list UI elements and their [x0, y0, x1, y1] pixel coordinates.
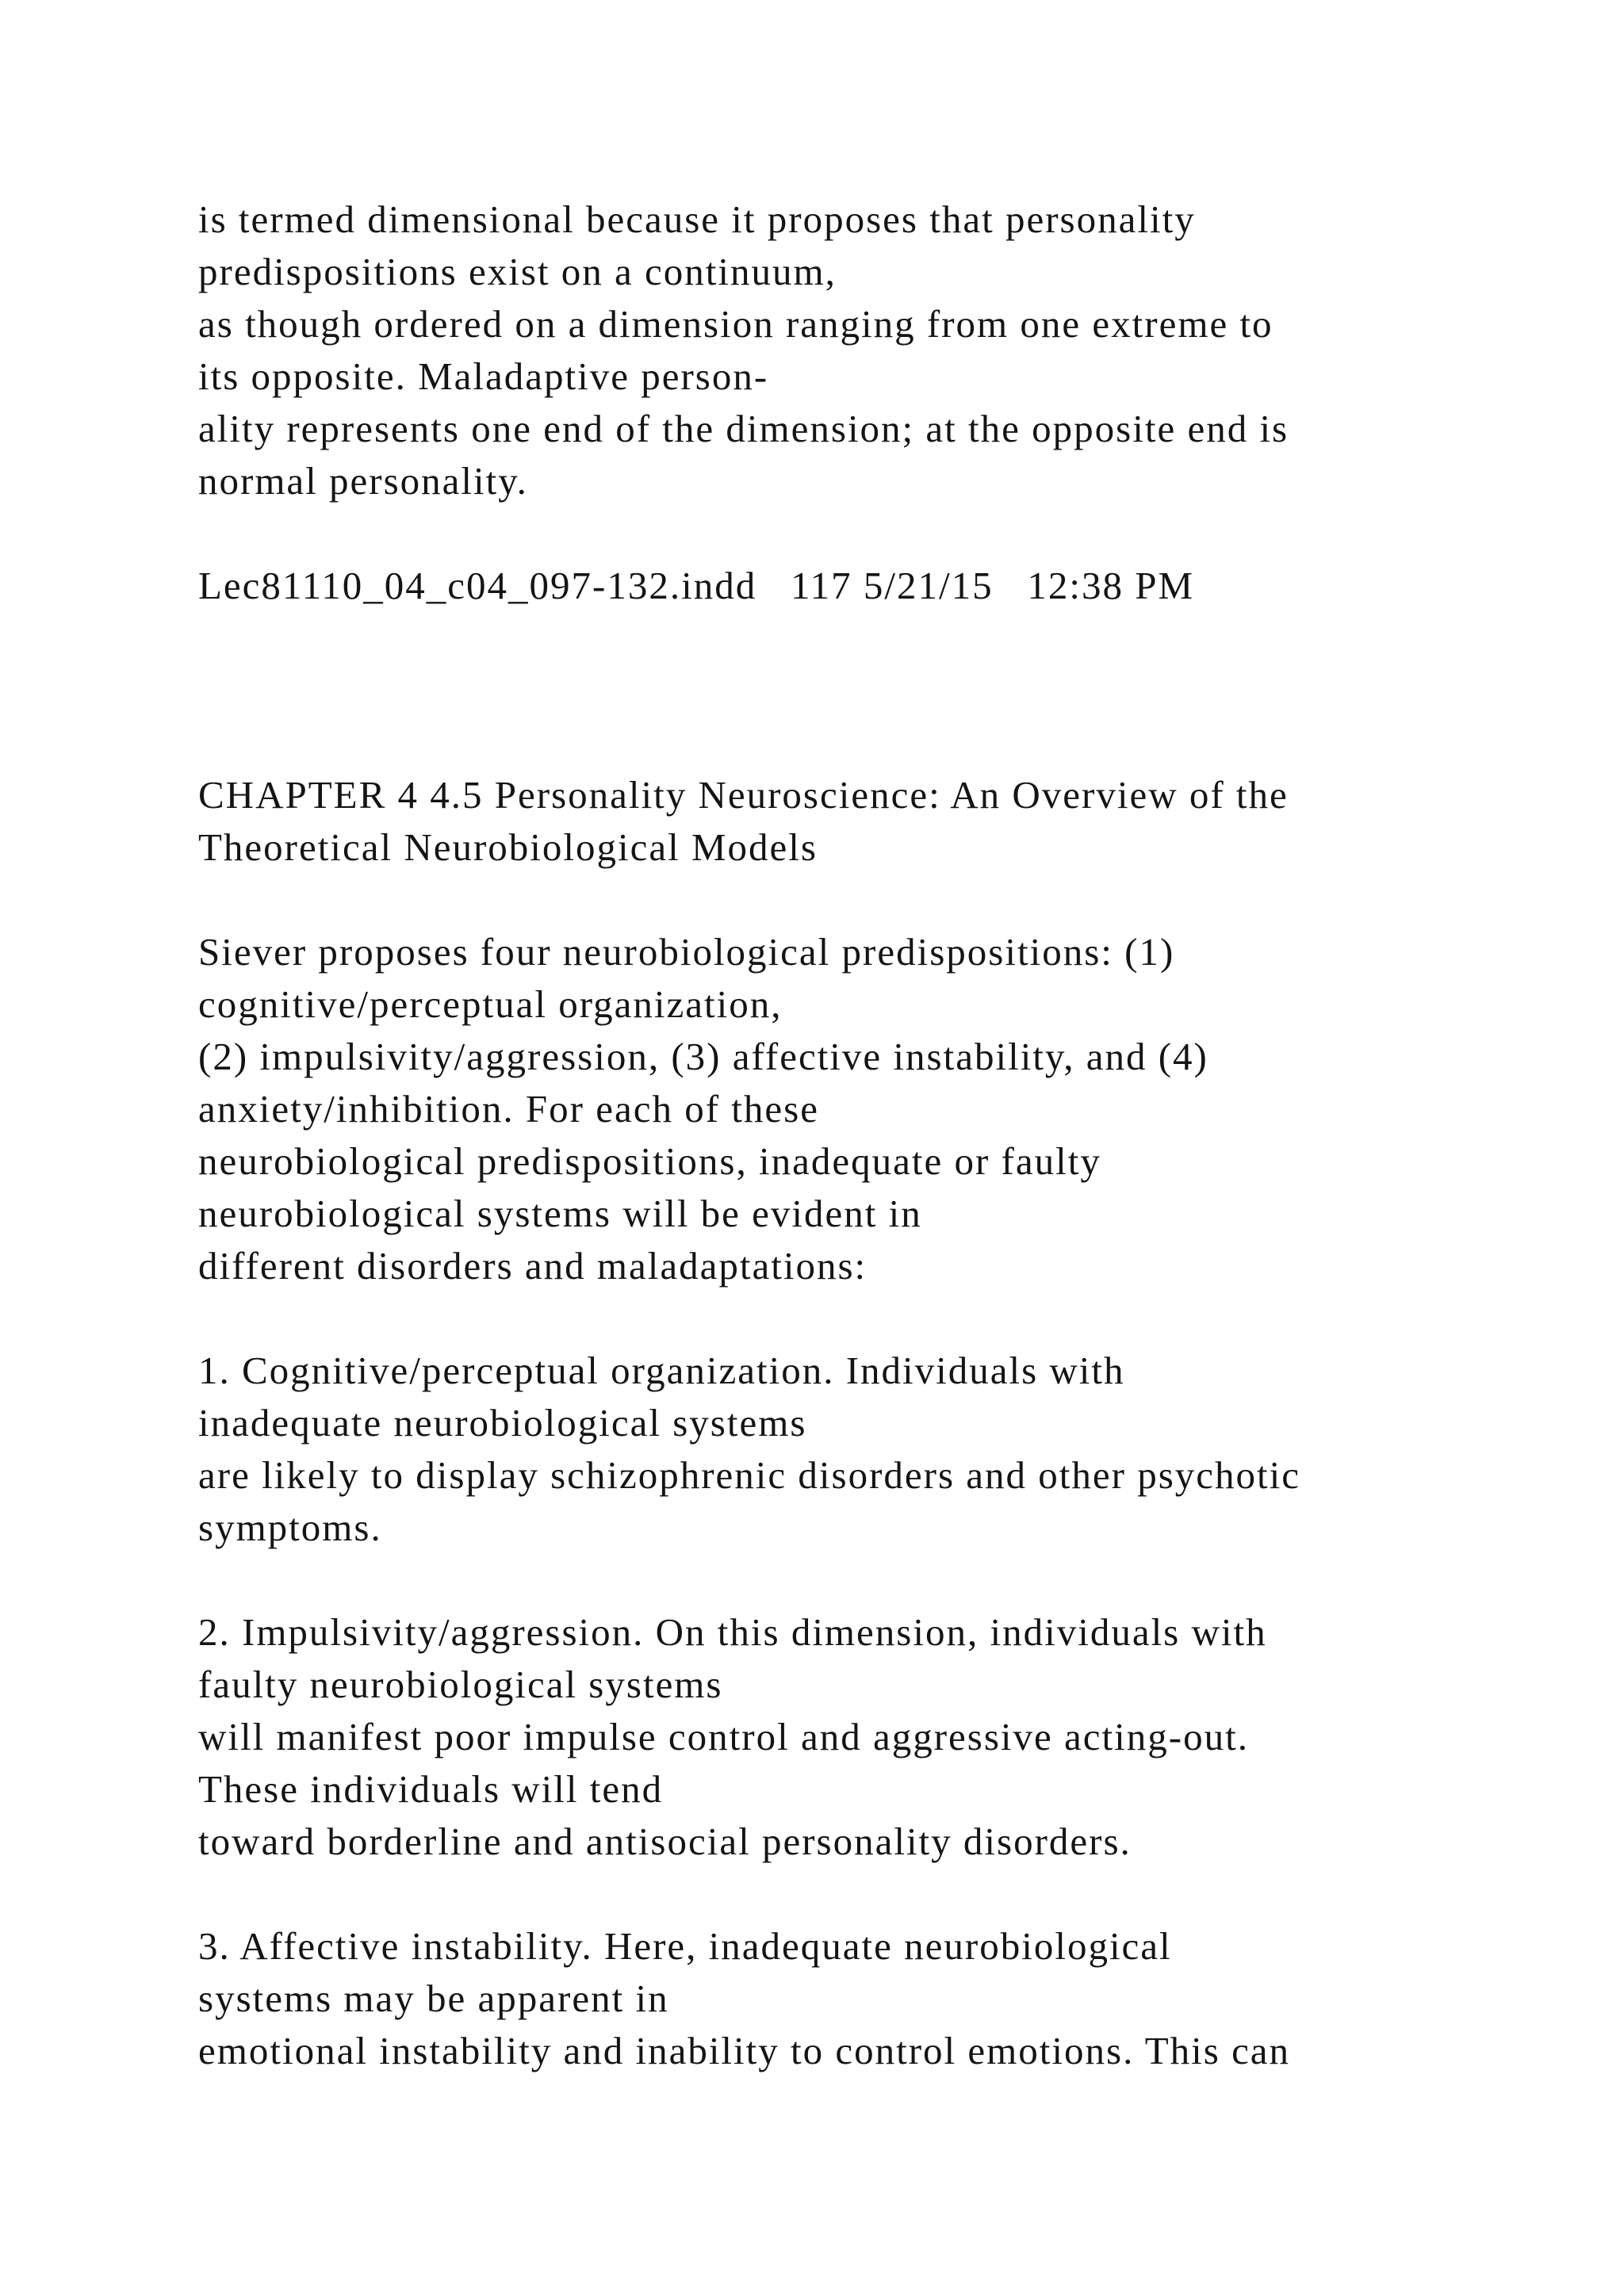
text-line: Siever proposes four neurobiological predispositions: (1)	[198, 930, 1175, 974]
text-line: emotional instability and inability to control emotions. This can	[198, 2029, 1291, 2072]
file-slug-line	[198, 560, 1499, 612]
text-line: These individuals will tend	[198, 1767, 664, 1811]
text-line: inadequate neurobiological systems	[198, 1401, 807, 1445]
paragraph-spacer	[198, 1554, 1499, 1606]
paragraph-spacer	[198, 874, 1499, 926]
text-line: 3. Affective instability. Here, inadequate neurobiological	[198, 1924, 1172, 1968]
paragraph-siever-intro	[198, 926, 1499, 1292]
text-line: toward borderline and antisocial personality disorders.	[198, 1820, 1132, 1863]
text-line: systems may be apparent in	[198, 1976, 669, 2020]
text-line: faulty neurobiological systems	[198, 1663, 723, 1706]
text-line: 2. Impulsivity/aggression. On this dimension, individuals with	[198, 1610, 1267, 1654]
text-line: different disorders and maladaptations:	[198, 1244, 868, 1288]
paragraph-spacer	[198, 507, 1499, 560]
text-line: ality represents one end of the dimension; at the opposite end is	[198, 407, 1289, 450]
paragraph-spacer	[198, 1868, 1499, 1920]
text-line: predispositions exist on a continuum,	[198, 250, 837, 293]
text-line: neurobiological predispositions, inadequate or faulty	[198, 1139, 1101, 1183]
text-line: is termed dimensional because it proposes that personality	[198, 197, 1196, 241]
chapter-heading	[198, 769, 1499, 874]
list-item-affective	[198, 1920, 1499, 2077]
document-body	[198, 193, 1499, 2077]
paragraph-spacer	[198, 1292, 1499, 1345]
text-line: are likely to display schizophrenic disorders and other psychotic	[198, 1453, 1301, 1497]
text-line: will manifest poor impulse control and aggressive acting-out.	[198, 1715, 1249, 1758]
text-line: symptoms.	[198, 1506, 382, 1549]
text-line: CHAPTER 4 4.5 Personality Neuroscience: An Overview of the	[198, 773, 1289, 817]
text-line: its opposite. Maladaptive person-	[198, 354, 769, 398]
text-line: Theoretical Neurobiological Models	[198, 825, 818, 869]
text-line: 1. Cognitive/perceptual organization. Individuals with	[198, 1349, 1125, 1392]
text-line: Lec81110_04_c04_097-132.indd 117 5/21/15 12:38 PM	[198, 564, 1195, 607]
paragraph-dimensional-model	[198, 193, 1499, 507]
list-item-impulsivity	[198, 1606, 1499, 1868]
text-line: as though ordered on a dimension ranging from one extreme to	[198, 302, 1274, 346]
text-line: cognitive/perceptual organization,	[198, 982, 783, 1026]
text-line: (2) impulsivity/aggression, (3) affective instability, and (4)	[198, 1035, 1208, 1078]
section-spacer	[198, 612, 1499, 769]
text-line: neurobiological systems will be evident in	[198, 1192, 922, 1235]
text-line: anxiety/inhibition. For each of these	[198, 1087, 819, 1131]
text-line: normal personality.	[198, 459, 528, 503]
list-item-cognitive	[198, 1345, 1499, 1554]
